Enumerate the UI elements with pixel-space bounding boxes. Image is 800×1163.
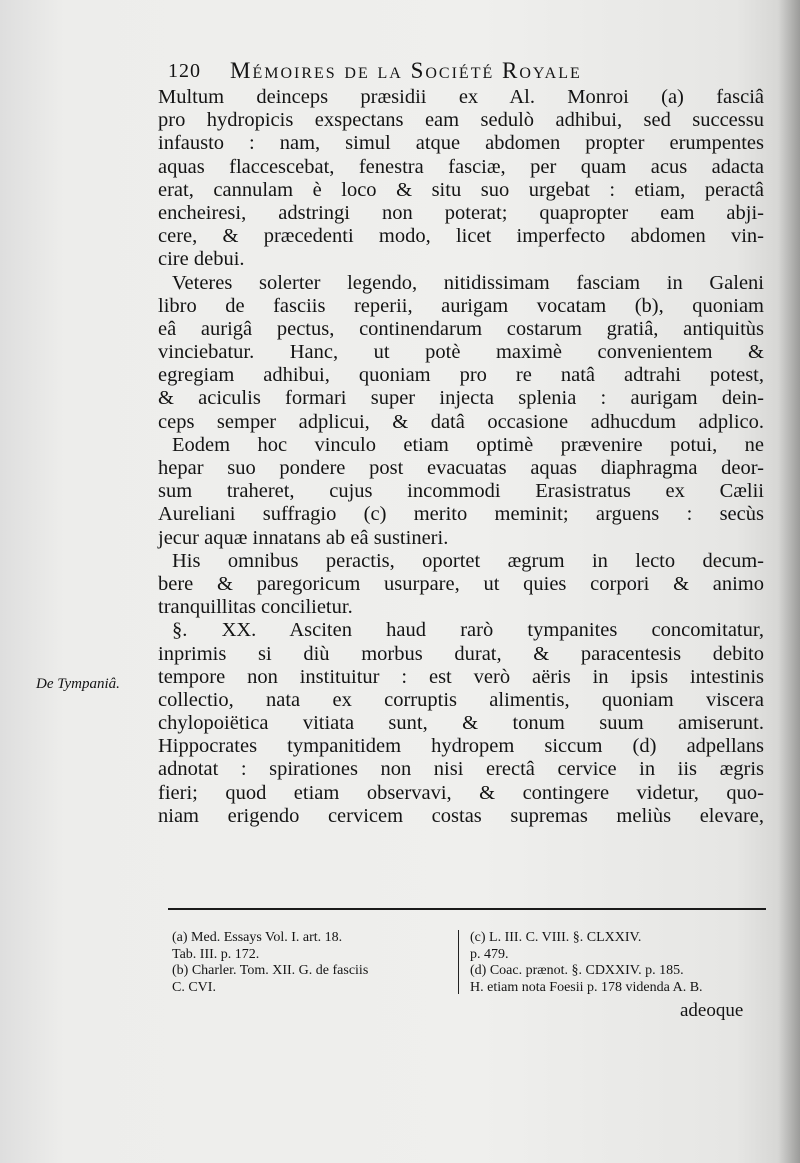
text-line: cire debui.: [158, 248, 245, 271]
text-line: aquas flaccescebat, fenestra fasciæ, per quam acus adacta: [158, 155, 764, 178]
footnote-column-divider: [458, 930, 459, 994]
text-line: ceps semper adplicui, & datâ occasione adhucdum adplico.: [158, 410, 764, 433]
text-line: fieri; quod etiam observavi, & contingere videtur, quo-: [158, 781, 764, 804]
running-header: [168, 56, 768, 86]
text-line: tempore non instituitur : est verò aëris in ipsis intestinis: [158, 665, 764, 688]
footnote-line: (c) L. III. C. VIII. §. CLXXIV.: [470, 930, 642, 945]
footnote-line: H. etiam nota Foesii p. 178 videnda A. B.: [470, 979, 703, 995]
text-line: eâ aurigâ pectus, continendarum costarum gratiâ, antiquitùs: [158, 317, 764, 340]
text-line: Eodem hoc vinculo etiam optimè prævenire potui, ne: [172, 433, 764, 456]
footnotes-right: [470, 930, 770, 996]
text-line: jecur aquæ innatans ab eâ sustineri.: [158, 526, 449, 549]
footnote-line: (d) Coac. prænot. §. CDXXIV. p. 185.: [470, 963, 684, 978]
text-line: collectio, nata ex corruptis alimentis, quoniam viscera: [158, 688, 764, 711]
text-line: niam erigendo cervicem costas supremas meliùs elevare,: [158, 804, 764, 827]
main-text: [158, 86, 764, 828]
text-line: libro de fasciis reperii, aurigam vocatam (b), quoniam: [158, 294, 764, 317]
text-line: Veteres solerter legendo, nitidissimam fasciam in Galeni: [172, 271, 764, 294]
text-line: Hippocrates tympanitidem hydropem siccum (d) adpellans: [158, 735, 764, 758]
text-line: cere, & præcedenti modo, licet imperfecto abdomen vin-: [158, 225, 764, 248]
text-line: erat, cannulam è loco & situ suo urgebat : etiam, peractâ: [158, 178, 764, 201]
text-line: tranquillitas concilietur.: [158, 596, 353, 619]
running-title: Mémoires de la Société Royale: [230, 58, 582, 83]
footnote-line: C. CVI.: [172, 979, 216, 995]
text-line: Multum deinceps præsidii ex Al. Monroi (a) fasciâ: [158, 86, 764, 108]
footnotes-left: [172, 930, 450, 996]
text-line: His omnibus peractis, oportet ægrum in lecto decum-: [172, 549, 764, 572]
text-line: pro hydropicis exspectans eam sedulò adhibui, sed successu: [158, 109, 764, 132]
footnote-line: (a) Med. Essays Vol. I. art. 18.: [172, 930, 343, 945]
margin-note: De Tympaniâ.: [36, 676, 120, 692]
footnote-line: Tab. III. p. 172.: [172, 946, 260, 962]
text-line: encheiresi, adstringi non poterat; quapropter eam abji-: [158, 201, 764, 224]
text-line: sum traheret, cujus incommodi Erasistratus ex Cælii: [158, 480, 764, 503]
footnote-line: p. 479.: [470, 946, 509, 962]
text-line: egregiam adhibui, quoniam pro re natâ adtrahi potest,: [158, 364, 764, 387]
text-line: inprimis si diù morbus durat, & paracentesis debito: [158, 642, 764, 665]
text-line: chylopoiëtica vitiata sunt, & tonum suum amiserunt.: [158, 712, 764, 735]
text-line: hepar suo pondere post evacuatas aquas diaphragma deor-: [158, 457, 764, 479]
page-number: 120: [168, 60, 201, 82]
catchword: adeoque: [680, 1000, 744, 1021]
text-line: adnotat : spirationes non nisi erectâ cervice in iis ægris: [158, 758, 764, 781]
page-gutter-shadow: [778, 0, 800, 1163]
footnote-rule: [168, 908, 766, 910]
text-line: infausto : nam, simul atque abdomen propter erumpentes: [158, 132, 764, 155]
text-line: bere & paregoricum usurpare, ut quies corpori & animo: [158, 572, 764, 595]
text-line: Aureliani suffragio (c) merito meminit; arguens : secùs: [158, 503, 764, 526]
text-line: vinciebatur. Hanc, ut potè maximè convenientem &: [158, 341, 764, 364]
text-line: & aciculis formari super injecta splenia : aurigam dein-: [158, 387, 764, 410]
section-heading-line: §. XX. Asciten haud rarò tympanites concomitatur,: [172, 619, 764, 642]
footnote-line: (b) Charler. Tom. XII. G. de fasciis: [172, 963, 369, 978]
